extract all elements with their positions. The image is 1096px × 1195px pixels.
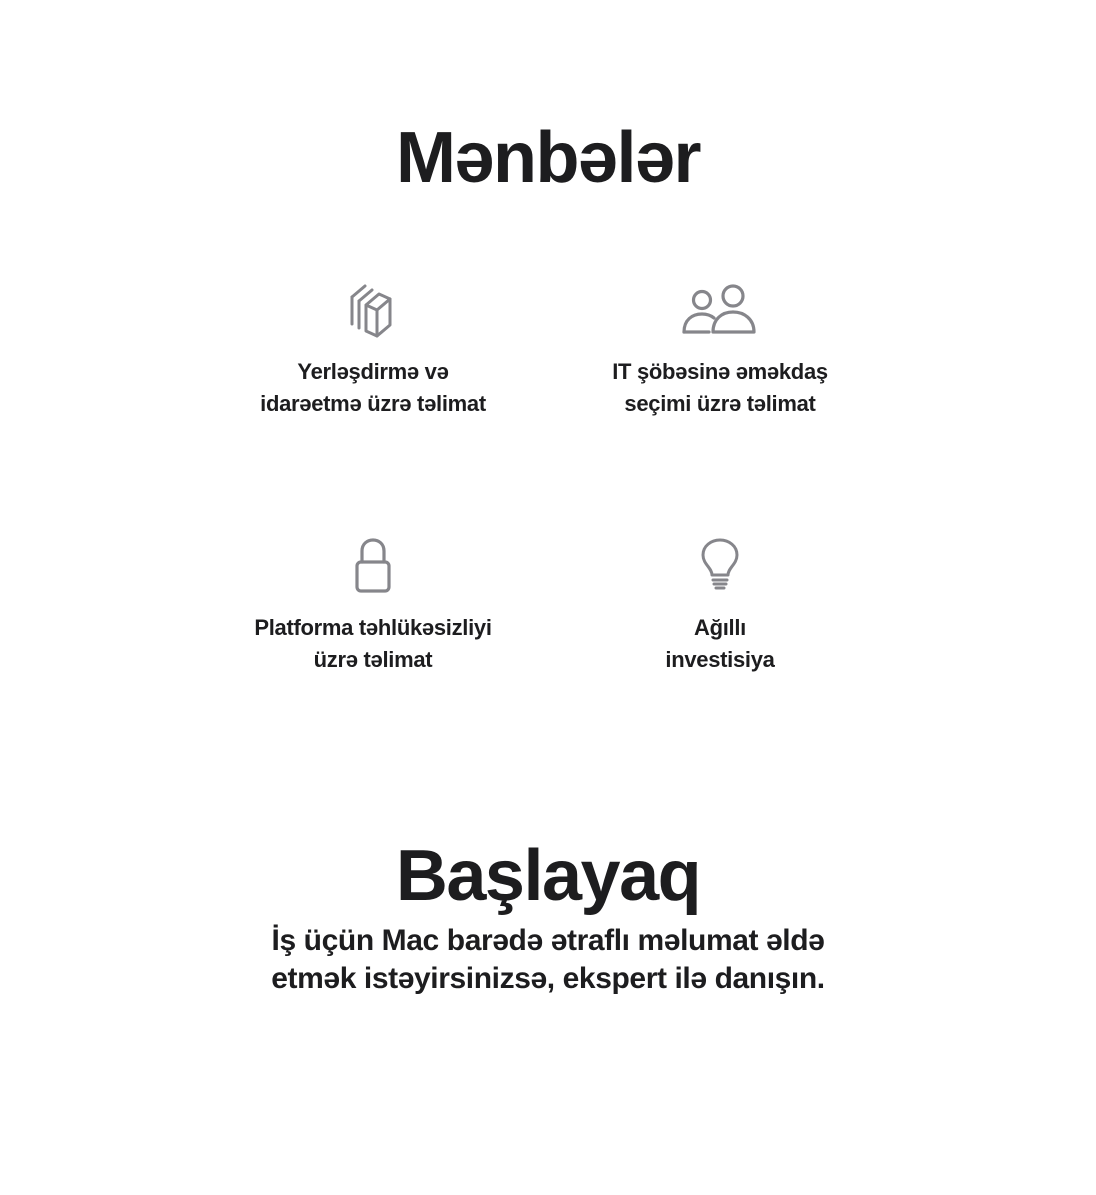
resource-label-line2: idarəetmə üzrə təlimat bbox=[260, 391, 486, 416]
resource-deployment-guide-link[interactable] bbox=[223, 280, 523, 420]
resource-label-line1: IT şöbəsinə əməkdaş bbox=[612, 359, 828, 384]
resource-smart-investment-link[interactable] bbox=[570, 536, 870, 676]
start-description-line1: İş üçün Mac barədə ətraflı məlumat əldə bbox=[271, 924, 825, 957]
start-description bbox=[0, 922, 1096, 998]
resource-label-line2: investisiya bbox=[665, 647, 775, 672]
resource-it-hiring-guide-link[interactable] bbox=[570, 280, 870, 420]
resource-label-line2: üzrə təlimat bbox=[313, 647, 433, 672]
start-title: Başlayaq bbox=[395, 836, 701, 916]
resource-label-line1: Ağıllı bbox=[694, 615, 746, 640]
resources-title: Mənbələr bbox=[395, 118, 701, 198]
people-icon bbox=[675, 280, 765, 340]
lightbulb-icon bbox=[675, 536, 765, 596]
stacked-books-icon bbox=[328, 280, 418, 340]
resource-label-line1: Yerləşdirmə və bbox=[297, 359, 449, 384]
start-description-line2: etmək istəyirsinizsə, ekspert ilə danışın. bbox=[271, 962, 825, 995]
resource-platform-security-guide-link[interactable] bbox=[223, 536, 523, 676]
resource-label-line1: Platforma təhlükəsizliyi bbox=[254, 615, 492, 640]
lock-icon bbox=[328, 536, 418, 596]
resource-label-line2: seçimi üzrə təlimat bbox=[624, 391, 816, 416]
